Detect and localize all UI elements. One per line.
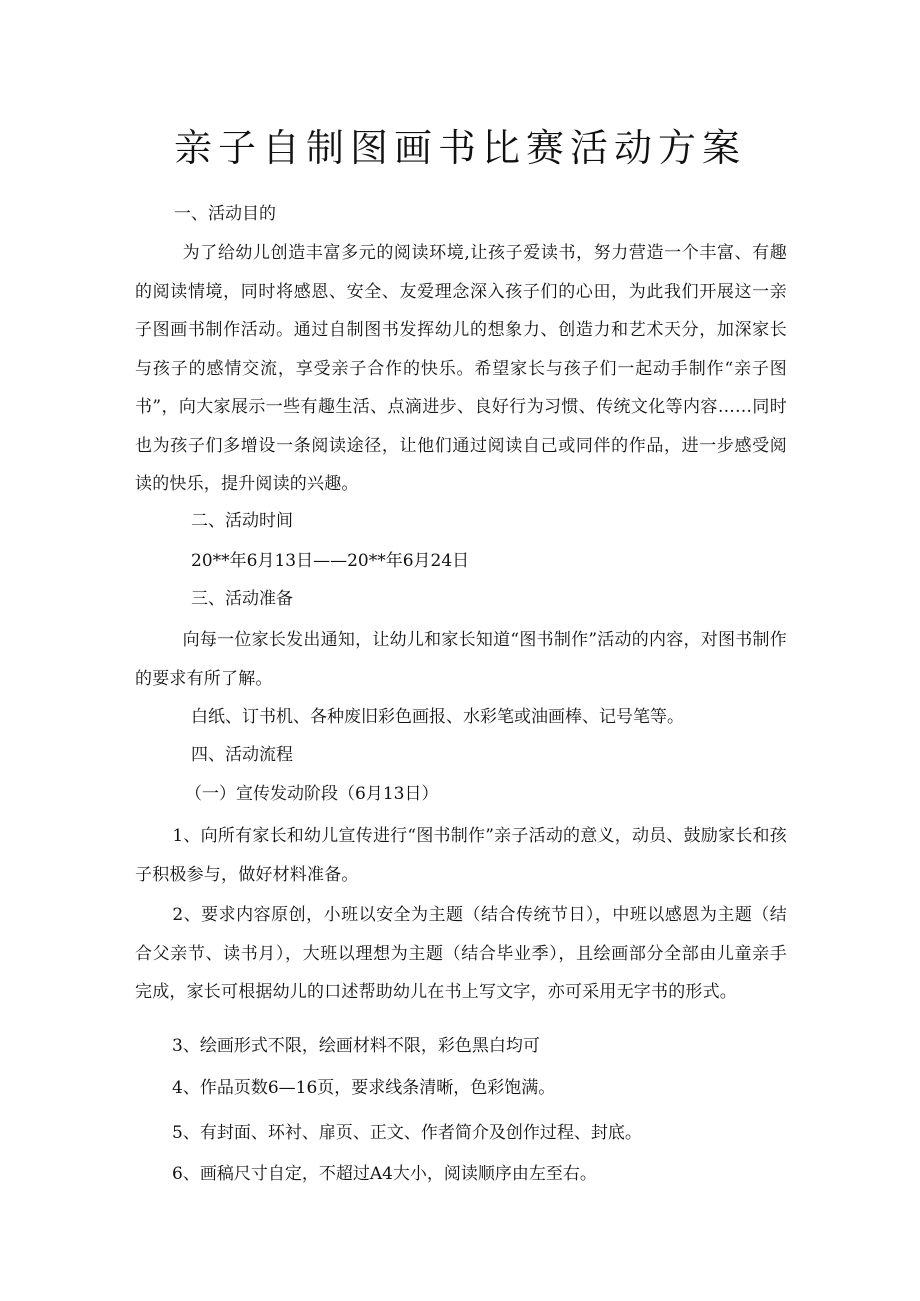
prep-body: 向每一位家长发出通知，让幼儿和家长知道“图书制作”活动的内容，对图书制作的要求有所了解。 bbox=[135, 630, 787, 689]
time-heading: 二、活动时间 bbox=[191, 511, 293, 531]
flow-item-2: 2、要求内容原创，小班以安全为主题（结合传统节日），中班以感恩为主题（结合父亲节、读书月），大班以理想为主题（结合毕业季），且绘画部分全部由儿童亲手完成，家长可根据幼儿的口述帮助幼儿在书上写文字，亦可采用无字书的形式。 bbox=[135, 905, 787, 1002]
flow-item-6: 6、画稿尺寸自定，不超过A4大小，阅读顺序由左至右。 bbox=[172, 1164, 597, 1184]
goal-body: 为了给幼儿创造丰富多元的阅读环境,让孩子爱读书，努力营造一个丰富、有趣的阅读情境，同时将感恩、安全、友爱理念深入孩子们的心田，为此我们开展这一亲子图画书制作活动。通过自制图书发挥幼儿的想象力、创造力和艺术天分，加深家长与孩子的感情交流，享受亲子合作的快乐。希望家长与孩子们一起动手制作“亲子图书”，向大家展示一些有趣生活、点滴进步、良好行为习惯、传统文化等内容……同时也为孩子们多增设一条阅读途径，让他们通过阅读自己或同伴的作品，进一步感受阅读的快乐，提升阅读的兴趣。 bbox=[135, 243, 787, 494]
phase1-heading: （一）宣传发动阶段（6月13日） bbox=[185, 784, 439, 804]
prep-heading: 三、活动准备 bbox=[191, 589, 293, 609]
flow-item-3: 3、绘画形式不限，绘画材料不限，彩色黑白均可 bbox=[172, 1036, 540, 1056]
flow-item-5: 5、有封面、环衬、扉页、正文、作者简介及创作过程、封底。 bbox=[172, 1123, 642, 1143]
document-title: 亲子自制图画书比赛活动方案 bbox=[173, 126, 746, 170]
time-body: 20**年6月13日——20**年6月24日 bbox=[191, 551, 470, 571]
flow-heading: 四、活动流程 bbox=[191, 745, 293, 765]
flow-item-4: 4、作品页数6—16页，要求线条清晰，色彩饱满。 bbox=[172, 1078, 556, 1098]
prep-materials: 白纸、订书机、各种废旧彩色画报、水彩笔或油画棒、记号笔等。 bbox=[191, 707, 684, 727]
goal-heading: 一、活动目的 bbox=[174, 204, 276, 224]
flow-item-1: 1、向所有家长和幼儿宣传进行“图书制作”亲子活动的意义，动员、鼓励家长和孩子积极参与，做好材料准备。 bbox=[135, 826, 787, 885]
